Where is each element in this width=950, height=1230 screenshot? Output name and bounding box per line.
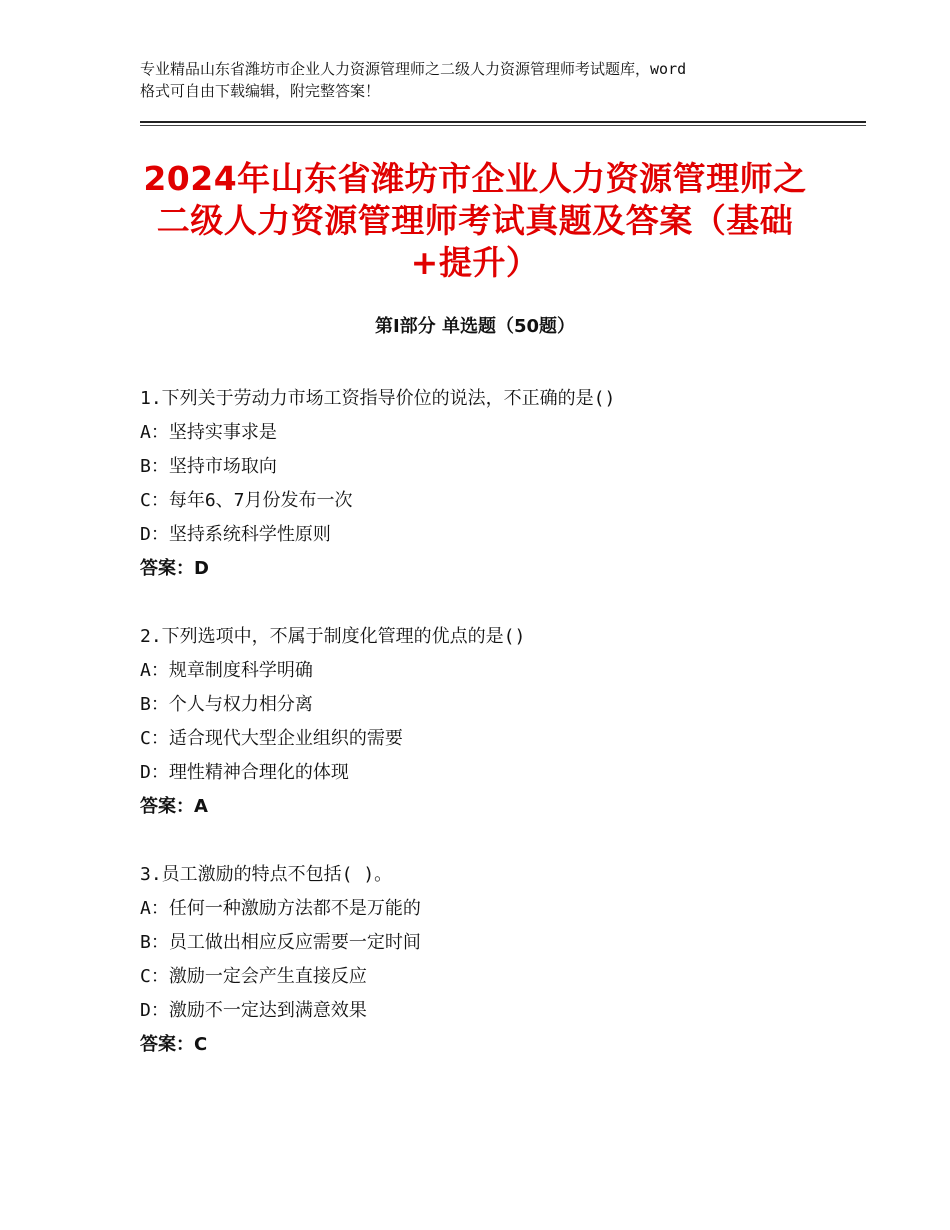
header-note	[140, 58, 830, 102]
question-stem: 3.员工激励的特点不包括( )。	[140, 864, 393, 885]
option-a: A：规章制度科学明确	[140, 660, 313, 681]
header-note-line-1: 专业精品山东省潍坊市企业人力资源管理师之二级人力资源管理师考试题库，word	[140, 60, 687, 78]
document-title-line-2: 二级人力资源管理师考试真题及答案（基础	[156, 201, 794, 240]
option-d: D：坚持系统科学性原则	[140, 524, 331, 545]
option-c: C：每年6、7月份发布一次	[140, 490, 353, 511]
question-list	[140, 382, 840, 1062]
header-note-line-2: 格式可自由下载编辑，附完整答案！	[140, 82, 381, 100]
question-stem: 1.下列关于劳动力市场工资指导价位的说法，不正确的是()	[140, 388, 616, 409]
option-b: B：坚持市场取向	[140, 456, 277, 477]
header-divider-thin	[140, 125, 866, 126]
option-c: C：激励一定会产生直接反应	[140, 966, 367, 987]
question-3	[140, 858, 840, 1062]
option-d: D：理性精神合理化的体现	[140, 762, 349, 783]
document-title-line-1: 2024年山东省潍坊市企业人力资源管理师之	[143, 159, 807, 198]
document-title-line-3: +提升）	[410, 243, 540, 282]
question-2	[140, 620, 840, 824]
question-1	[140, 382, 840, 586]
header-divider-thick	[140, 121, 866, 123]
option-c: C：适合现代大型企业组织的需要	[140, 728, 403, 749]
question-stem: 2.下列选项中，不属于制度化管理的优点的是()	[140, 626, 526, 647]
section-title: 第Ⅰ部分 单选题（50题）	[374, 316, 575, 337]
answer: 答案：A	[140, 796, 208, 817]
option-d: D：激励不一定达到满意效果	[140, 1000, 367, 1021]
option-a: A：坚持实事求是	[140, 422, 277, 443]
answer: 答案：C	[140, 1034, 208, 1055]
option-b: B：员工做出相应反应需要一定时间	[140, 932, 421, 953]
option-a: A：任何一种激励方法都不是万能的	[140, 898, 421, 919]
option-b: B：个人与权力相分离	[140, 694, 313, 715]
document-title	[110, 158, 840, 284]
answer: 答案：D	[140, 558, 209, 579]
